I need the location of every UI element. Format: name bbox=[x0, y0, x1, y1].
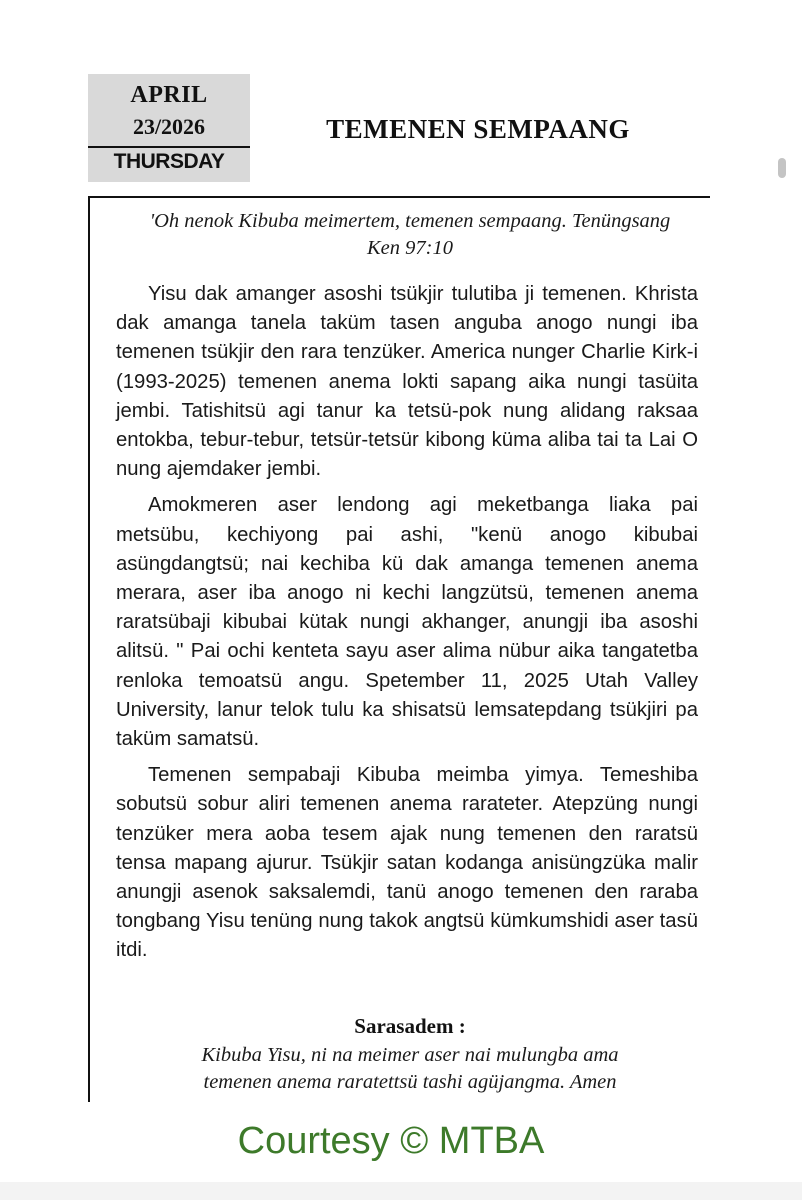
date-box bbox=[88, 74, 250, 182]
devotional-body bbox=[116, 280, 698, 973]
scrollbar-thumb[interactable] bbox=[778, 158, 786, 178]
date-weekday: THURSDAY bbox=[113, 150, 225, 173]
paragraph-2: Amokmeren aser lendong agi meketbanga liaka pai metsübu, kechiyong pai ashi, "kenü anogo kibubai asüngdangtsü; nai kechiba kü dak amanga temenen anema merara, aser iba anogo ni kechi langzütsü, temenen anema raratsübaji kibubai kütak nungi akhanger, anungji iba asoshi alitsü. " Pai ochi kenteta sayu aser alima nübur aika tangatetba renloka temoatsü angu. Spetember 11, 2025 Utah Valley University, lanur telok tulu ka shisatsü lemsatepdang tsükjiri pa taküm samatsü. bbox=[116, 494, 698, 751]
prayer-line-2: temenen anema raratettsü tashi agüjangma. Amen bbox=[203, 1071, 617, 1093]
prayer-line-1: Kibuba Yisu, ni na meimer aser nai mulungba ama bbox=[201, 1044, 619, 1066]
bottom-bar bbox=[0, 1182, 802, 1200]
date-day: 23/2026 bbox=[132, 114, 206, 139]
verse-block bbox=[110, 208, 710, 262]
date-month: APRIL bbox=[130, 82, 208, 108]
date-divider bbox=[88, 146, 250, 148]
courtesy-credit: Courtesy © MTBA bbox=[237, 1120, 545, 1162]
paragraph-1: Yisu dak amanger asoshi tsükjir tulutiba ji temenen. Khrista dak amanga tanela taküm tasen anguba anogo nungi iba temenen tsükjir den rara tenzüker. America nunger Charlie Kirk-i (1993-2025) temenen anema lokti sapang aika nungi tasüita jembi. Tatishitsü agi tanur ka tetsü-pok nung alidang raksaa entokba, tebur-tebur, tetsür-tetsür kibong küma aliba tai ta Lai O nung ajemdaker jembi. bbox=[116, 283, 698, 481]
prayer-text bbox=[110, 1042, 710, 1096]
verse-reference: Ken 97:10 bbox=[367, 237, 453, 259]
paragraph-3: Temenen sempabaji Kibuba meimba yimya. Temeshiba sobutsü sobur aliri temenen anema rarateter. Atepzüng nungi tenzüker mera aoba tesem ajak nung temenen den raratsü tensa mapang ajurur. Tsükjir satan kodanga anisüngzüka malir anungji asenok saksalemdi, tanü anogo temenen den raraba tongbang Yisu tenüng nung takok angtsü kümkumshidi aser tasü itdi. bbox=[116, 764, 698, 962]
prayer-heading: Sarasadem : bbox=[354, 1014, 466, 1038]
verse-text: 'Oh nenok Kibuba meimertem, temenen sempaang. Tenüngsang bbox=[149, 210, 671, 232]
page-title: TEMENEN SEMPAANG bbox=[326, 114, 630, 144]
